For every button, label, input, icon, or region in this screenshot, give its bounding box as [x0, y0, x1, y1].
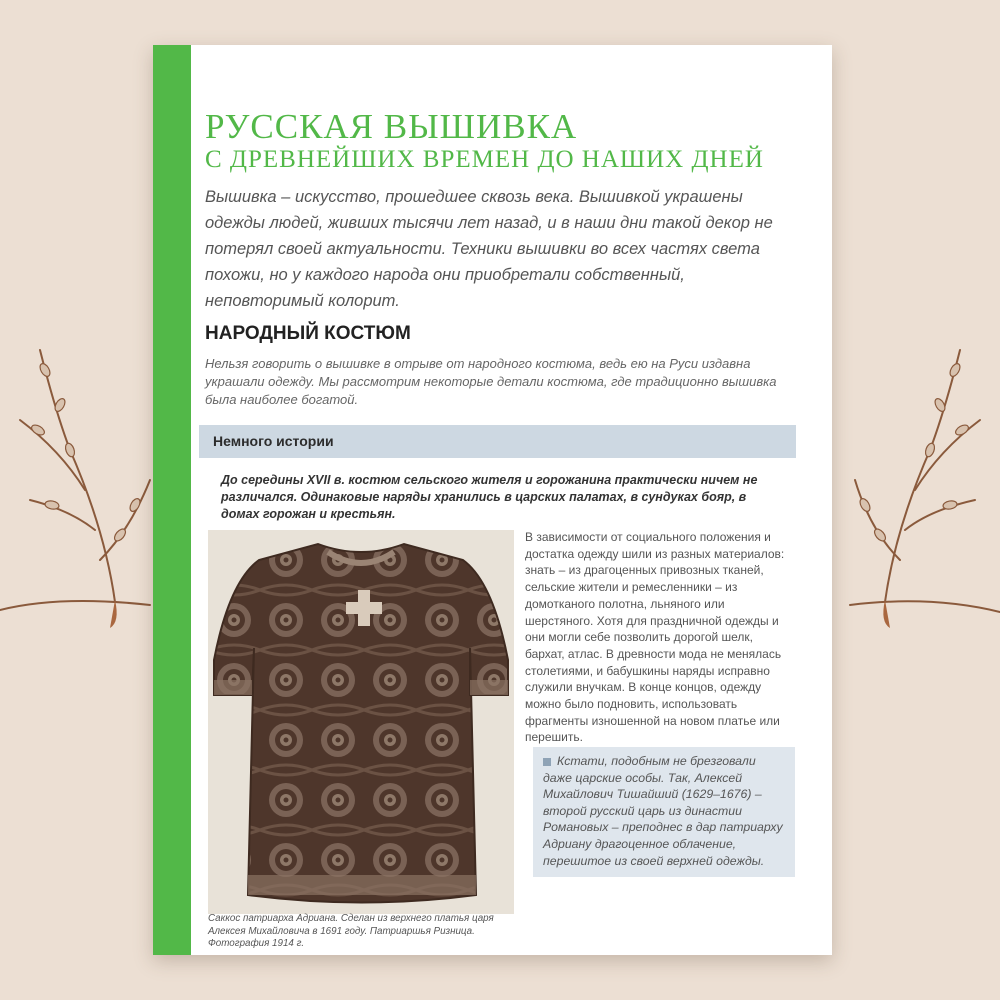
history-band: [199, 425, 796, 458]
willow-branch-right: [830, 330, 1000, 630]
section-text: Нельзя говорить о вышивке в отрыве от народного костюма, ведь ею на Руси издавна украшали одежду. Мы рассмотрим некоторые детали костюма, где традиционно вышивка была наиболее богатой.: [205, 356, 777, 407]
photo-caption: Саккос патриарха Адриана. Сделан из верхнего платья царя Алексея Михайловича в 1691 году. Патриаршья Ризница. Фотография 1914 г.: [208, 913, 494, 949]
willow-branch-left: [0, 330, 160, 630]
note-text: Кстати, подобным не брезговали даже царские особы. Так, Алексей Михайлович Тишайший (1629–1676) – второй русский царь из династии Романовых – преподнес в дар патриарху Адриану драгоценное облачение, перешитое из своей верхней одежды.: [543, 754, 783, 868]
section-heading: НАРОДНЫЙ КОСТЮМ: [205, 323, 411, 344]
sakkos-photo: [208, 530, 514, 914]
page-subtitle: С ДРЕВНЕЙШИХ ВРЕМЕН ДО НАШИХ ДНЕЙ: [205, 146, 764, 173]
intro-paragraph: Вышивка – искусство, прошедшее сквозь века. Вышивкой украшены одежды людей, живших тысячи лет назад, и в наши дни такой декор не потерял своей актуальности. Техники вышивки во всех частях света похожи, но у каждого народа они приобретали собственный, неповторимый колорит.: [205, 188, 773, 310]
history-lead: До середины XVII в. костюм сельского жителя и горожанина практически ничем не различался. Одинаковые наряды хранились в царских палатах, в сундуках бояр, в домах горожан и крестьян.: [221, 473, 758, 521]
body-paragraph: В зависимости от социального положения и достатка одежду шили из разных материалов: знать – из драгоценных привозных тканей, сельские жители и ремесленники – из домотканого полотна, льняного или шерстяного. Хотя для праздничной одежды и они могли себе позволить дорогой шелк, бархат, атлас. В древности мода не менялась столетиями, и бабушкины наряды исправно служили внучкам. В конце концов, одежду можно было подновить, использовать фрагменты изношенной на новом платье или перешить.: [525, 530, 785, 745]
page-title: РУССКАЯ ВЫШИВКА: [205, 107, 578, 146]
history-label: Немного истории: [213, 433, 334, 449]
green-side-bar: [153, 45, 191, 955]
book-page: [153, 45, 832, 955]
note-box: [533, 747, 795, 877]
